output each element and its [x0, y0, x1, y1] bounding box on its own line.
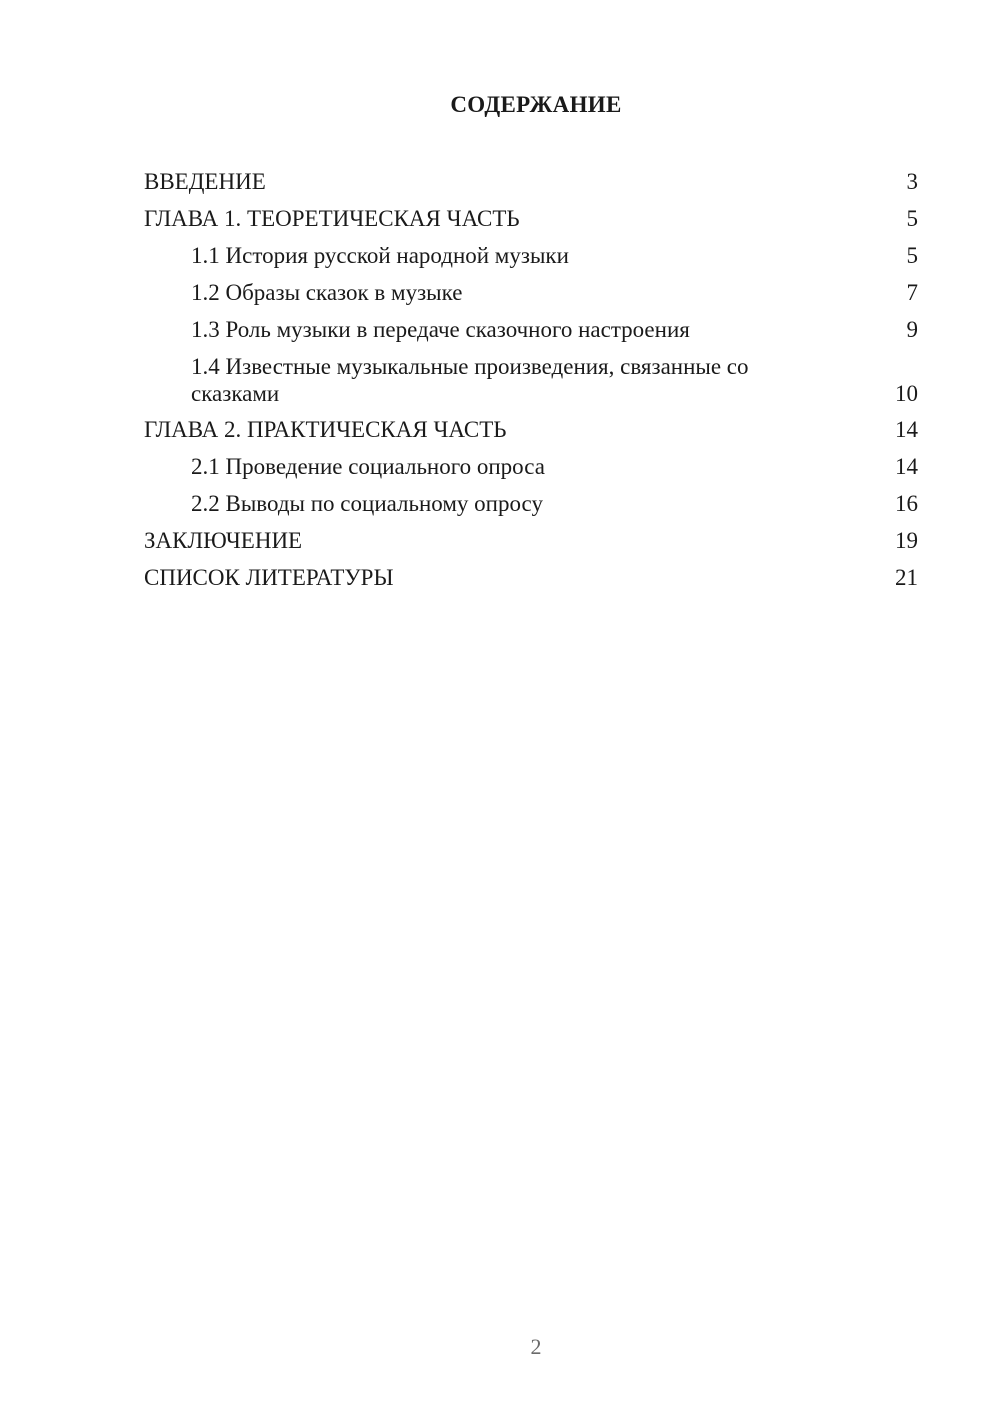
toc-entry-section-1-1	[144, 242, 918, 270]
toc-entry-page: 5	[906, 243, 918, 268]
toc-entry-section-2-2	[144, 490, 918, 518]
toc-entry-page: 10	[895, 381, 918, 406]
toc-entry-page: 21	[895, 565, 918, 590]
toc-entry-chapter-1	[144, 205, 918, 233]
toc-entry-text: ГЛАВА 2. ПРАКТИЧЕСКАЯ ЧАСТЬ	[144, 417, 507, 442]
toc-entry-page: 14	[895, 454, 918, 479]
toc-entry-section-1-3	[144, 316, 918, 344]
toc-entry-references	[144, 564, 918, 592]
toc-entry-text: СПИСОК ЛИТЕРАТУРЫ	[144, 565, 394, 590]
toc-entry-page: 14	[895, 417, 918, 442]
toc-entry-section-1-4	[144, 353, 918, 407]
toc-entry-page: 19	[895, 528, 918, 553]
toc-entry-text: 2.2 Выводы по социальному опросу	[191, 491, 543, 516]
toc-entry-text: ЗАКЛЮЧЕНИЕ	[144, 528, 303, 553]
toc-entry-text: 2.1 Проведение социального опроса	[191, 454, 545, 479]
toc-entry-page: 7	[906, 280, 918, 305]
toc-entry-conclusion	[144, 527, 918, 555]
toc-entry-introduction	[144, 168, 918, 196]
toc-title: СОДЕРЖАНИЕ	[450, 92, 622, 117]
toc-entry-text: 1.3 Роль музыки в передаче сказочного настроения	[191, 317, 690, 342]
toc-entry-text: 1.2 Образы сказок в музыке	[191, 280, 463, 305]
toc-entry-page: 16	[895, 491, 918, 516]
toc-entry-section-1-2	[144, 279, 918, 307]
toc-entry-section-2-1	[144, 453, 918, 481]
toc-entry-page: 9	[906, 317, 918, 342]
toc-entry-text: ГЛАВА 1. ТЕОРЕТИЧЕСКАЯ ЧАСТЬ	[144, 206, 520, 231]
toc-entry-page: 5	[906, 206, 918, 231]
toc-entry-text: 1.1 История русской народной музыки	[191, 243, 569, 268]
toc-entry-chapter-2	[144, 416, 918, 444]
page-number: 2	[530, 1334, 542, 1359]
toc-entry-page: 3	[906, 169, 918, 194]
toc-entry-text: 1.4 Известные музыкальные произведения, связанные со сказками	[191, 354, 749, 406]
table-of-contents	[144, 168, 918, 601]
toc-entry-text: ВВЕДЕНИЕ	[144, 169, 266, 194]
